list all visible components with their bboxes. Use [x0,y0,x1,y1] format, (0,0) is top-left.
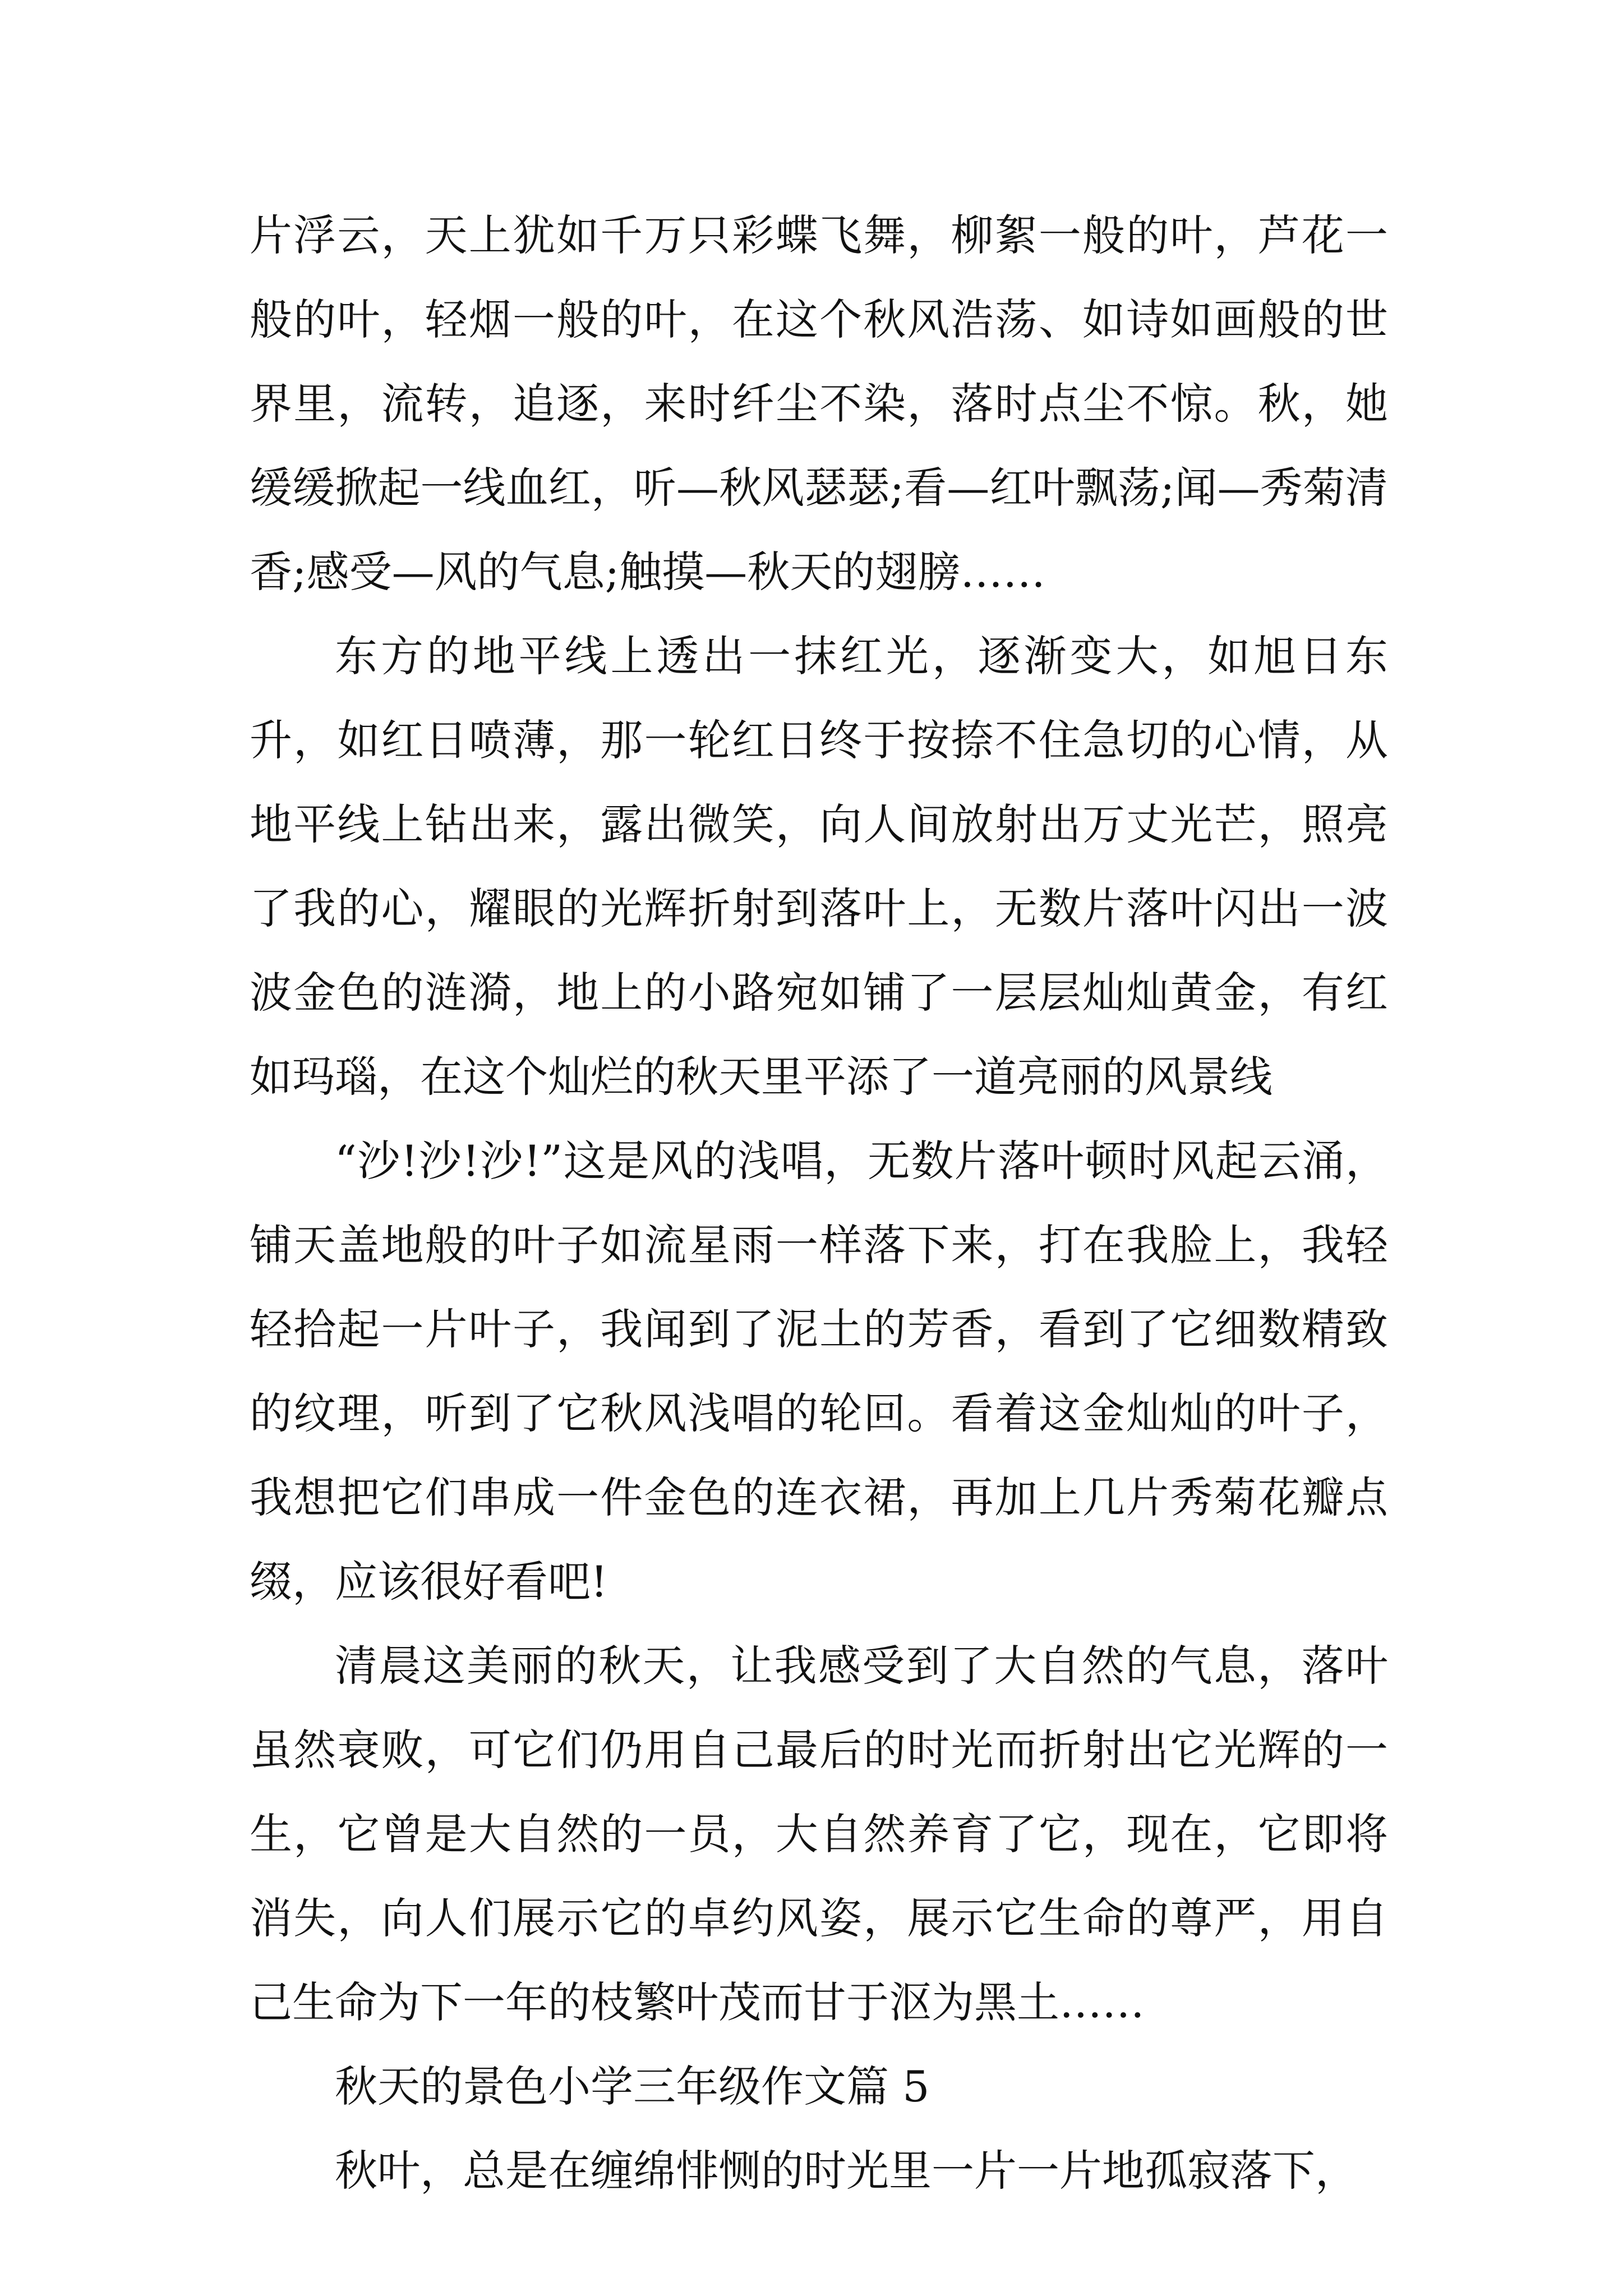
section-heading: 秋天的景色小学三年级作文篇 5 [335,2062,930,2111]
paragraph-4: 清晨这美丽的秋天，让我感受到了大自然的气息，落叶虽然衰败，可它们仍用自己最后的时光而折射出它光辉的一生，它曾是大自然的一员，大自然养育了它，现在，它即将消失，向人们展示它的卓约风姿，展示它生命的尊严，用自己生命为下一年的枝繁叶茂而甘于沤为黑土…… [250,1641,1388,2027]
paragraph-5: 秋叶，总是在缠绵悱恻的时光里一片一片地孤寂落下， [335,2146,1358,2196]
paragraph-2: 东方的地平线上透出一抹红光，逐渐变大，如旭日东升，如红日喷薄，那一轮红日终于按捺不住急切的心情，从地平线上钻出来，露出微笑，向人间放射出万丈光芒，照亮了我的心，耀眼的光辉折射到落叶上，无数片落叶闪出一波波金色的涟漪，地上的小路宛如铺了一层层灿灿黄金，有红如玛瑙，在这个灿烂的秋天里平添了一道亮丽的风景线 [250,631,1388,1102]
paragraph-1: 片浮云，天上犹如千万只彩蝶飞舞，柳絮一般的叶，芦花一般的叶，轻烟一般的叶，在这个秋风浩荡、如诗如画般的世界里，流转，追逐，来时纤尘不染，落时点尘不惊。秋，她缓缓掀起一线血红，听—秋风瑟瑟;看—红叶飘荡;闻—秀菊清香;感受—风的气息;触摸—秋天的翅膀…… [250,210,1388,597]
paragraph-3: “沙!沙!沙!”这是风的浅唱，无数片落叶顿时风起云涌，铺天盖地般的叶子如流星雨一样落下来，打在我脸上，我轻轻拾起一片叶子，我闻到了泥土的芳香，看到了它细数精致的纹理，听到了它秋风浅唱的轮回。看着这金灿灿的叶子，我想把它们串成一件金色的连衣裙，再加上几片秀菊花瓣点缀，应该很好看吧! [250,1136,1388,1607]
document-page [250,194,1388,2213]
